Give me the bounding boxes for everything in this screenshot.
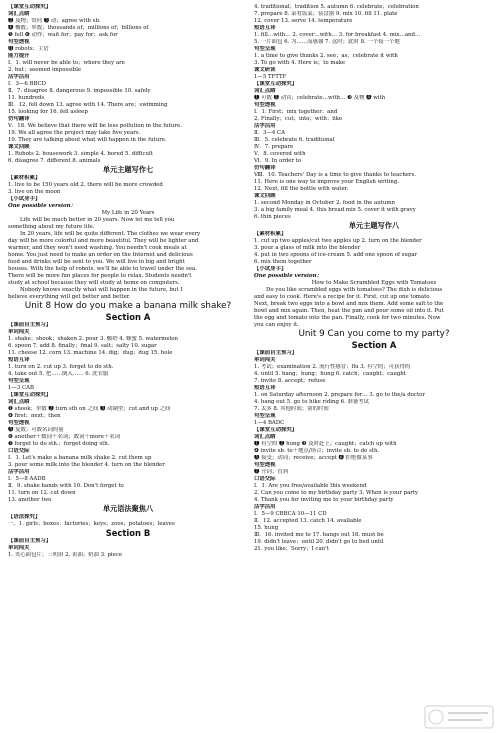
right-line: 活学活用 (254, 123, 276, 129)
right-line: bowl and mix again. Then, heat the pan and pour some oil into it. Put (254, 308, 444, 314)
left-line: 课文回顾 (8, 144, 30, 150)
right-line: 句型呈现 (254, 46, 276, 52)
right-line: 2. Can you come to my birthday party 3. When is your party (254, 490, 419, 496)
left-line: ❶ shook；单数 ❷ turn sth on 之间 ❸ 动副型；cut and up 之间 (8, 406, 171, 412)
right-line: 4. Thank you for inviting me to your birthday party (254, 497, 394, 503)
right-line: Ⅳ．7. prepare (254, 144, 294, 150)
left-line: 词汇点睛 (8, 11, 30, 17)
right-line: 句型呈现 (254, 413, 276, 419)
left-line: 19. We all agree the project may take five years. (8, 130, 141, 136)
left-line: 1. Robots 2. housework 3. simple 4. bored 5. difficult (8, 151, 153, 157)
left-line: 词汇点睛 (8, 399, 30, 405)
left-line: 【课堂互动探究】 (8, 392, 52, 398)
right-line: 4. put in two spoons of ice-cream 5. add one spoon of sugar (254, 252, 418, 258)
left-line: warmer, and they won't need washing. You needn't cook meals at (8, 245, 187, 251)
right-line: Ⅲ．5. celebrate 6. traditional (254, 137, 335, 143)
left-line: ❹ first；next；then (8, 413, 61, 419)
right-line: 6. thin pieces (254, 214, 291, 220)
left-line: 1—3 CAB (8, 385, 34, 391)
left-line: 6. spoon 7. add 8. finally；final 9. salt；salty 10. sugar (8, 343, 157, 349)
left-line: 单词闯关 (8, 545, 30, 551)
right-line: 活学活用 (254, 504, 276, 510)
left-line: Unit 8 How do you make a banana milk shake? (24, 301, 232, 311)
right-line: 5. 一片面包 6. 为……而感谢 7. 这时；此时 8. 一个接一个地 (254, 39, 400, 45)
right-line: 1—4 BADC (254, 420, 285, 426)
right-line: How to Make Scrambled Eggs with Tomatoes (311, 280, 437, 286)
left-line: 活学活用 (8, 469, 30, 475)
right-line: Ⅲ．16. invited me to 17. hangs out 18. must be (254, 532, 384, 538)
left-line: 【小试身手】 (8, 196, 41, 202)
right-line: ❼ 介词；直到 (254, 469, 289, 475)
left-line: 单元主题写作七 (102, 165, 154, 174)
right-line: 词汇点睛 (254, 88, 276, 94)
right-line: 口语交际 (254, 476, 276, 482)
right-line: 7. 太多 8. 其他时间；别的时间 (254, 406, 329, 412)
left-line: 4. take out 5. 把……倒入…… 6. 洗衣服 (8, 371, 109, 377)
left-line: 【课前自主预习】 (8, 538, 52, 544)
left-line: 1. live to be 150 years old 2. there will be more crowded (8, 182, 163, 188)
left-line: 3. live on the moon (8, 189, 61, 195)
left-line: 能力提升 (8, 53, 30, 59)
left-line: 【课前自主预习】 (8, 322, 52, 328)
right-line: 单元主题写作八 (348, 221, 400, 230)
left-line: 活学活用 (8, 74, 30, 80)
right-line: 单词闯关 (254, 357, 276, 363)
right-line: 21. you like；Sorry；I can't (254, 546, 329, 552)
right-line: 短语互译 (254, 385, 276, 391)
left-line: 【语法探究】 (8, 514, 41, 520)
left-line: Nobody knows exactly what will happen in the future, but I (20, 287, 183, 293)
left-line: 单元语法聚焦八 (102, 504, 154, 513)
right-line: 3. To go with 4. Here is；to make (254, 60, 346, 66)
right-line: 12. cover 13. serve 14. temperature (254, 18, 353, 24)
right-line: 【课堂互动探究】 (254, 81, 298, 87)
right-line: ❶ 有空的 ❷ hung ❸ 及时赶上；caught；catch up with (254, 441, 397, 447)
left-line: Ⅴ．18. We believe that there will be less pollution in the future. (8, 123, 182, 129)
left-line: ❼ forget to do sth.；forget doing sth. (8, 441, 110, 447)
right-line: 6. mix them together (254, 259, 312, 265)
left-line: 3. pour some milk into the blender 4. turn on the blender (8, 462, 165, 468)
right-line: 课文回顾 (254, 193, 276, 199)
left-line: 口语交际 (8, 448, 30, 454)
right-line: 4. until 5. hang；hung；hung 6. catch；caught；caught (254, 371, 406, 377)
left-line: Ⅰ．1. Let's make a banana milk shake 2. cut them up (8, 455, 152, 461)
left-line: In 20 years, life will be quite different. The clothes we wear every (20, 231, 201, 237)
right-line: 3. a big family meal 4. this bread mix 5. cover it with gravy (254, 207, 416, 213)
right-line: 1. a time to give thanks 2. see；as；celebrate it with (254, 53, 398, 59)
right-line: 1. second Monday in October 2. food in the autumn (254, 200, 395, 206)
left-line: 句型呈现 (8, 378, 30, 384)
left-line: One possible version： (8, 203, 76, 209)
right-line: 词汇点睛 (254, 434, 276, 440)
left-line: 13. another two (8, 497, 52, 503)
left-line: ❺ fell ❻ 动作；wait for；pay for；ask for (8, 32, 118, 38)
left-column (8, 4, 248, 559)
left-line: There will be more fun places for people to relax. Students needn't (8, 273, 192, 279)
right-line: Do you like scrambled eggs with tomatoes? The dish is delicious (266, 287, 443, 293)
left-line: home. You just need to make an order on the Internet and delicious (8, 252, 193, 258)
right-line: Ⅵ．9. In order to (254, 158, 302, 164)
right-line: Ⅰ．1. Are you free/available this weekend (254, 483, 367, 489)
right-line: 3. pour a glass of milk into the blender (254, 245, 361, 251)
right-line: Ⅱ．12. accepted 13. catch 14. available (254, 518, 362, 524)
left-line: 11. cheese 12. corn 13. machine 14. dig；dug；dug 15. hole (8, 350, 173, 356)
right-line: Next, break two eggs into a bowl and mix them. Add some salt to the (254, 301, 444, 307)
left-line: food and drinks will be sent to you. We will live in big and bright (8, 259, 185, 265)
right-line: 短语互译 (254, 25, 276, 31)
left-line: Life will be much better in 20 years. Now let me tell you (20, 217, 175, 223)
left-line: ❺ 复数；可数名词的量 (8, 427, 64, 433)
left-line: Section B (105, 528, 151, 538)
right-line: 1. 考试；examination 2. 流行性感冒；flu 3. 有空的；可获得的 (254, 364, 411, 370)
right-line: 4. traditional；tradition 5. autumn 6. celebrate；celebration (254, 4, 419, 10)
left-line: 1. shake；shook；shaken 2. pour 3. 酸奶 4. 蜂蜜 5. watermelon (8, 336, 179, 342)
left-line: ⓫ robots；主语 (8, 46, 49, 52)
left-line: Ⅰ．5—8 AADB (8, 476, 46, 482)
right-line: you can enjoy it. (254, 322, 299, 328)
left-line: Ⅰ．1. will never be able to；where they are (8, 60, 125, 66)
right-line: 2. Finally；cut；into；with；like (254, 116, 343, 122)
right-line: 【小试身手】 (254, 266, 287, 272)
right-line: 7. prepare 8. 菜肴饭菜；装盘器 9. mix 10. fill 11. plate (254, 11, 398, 17)
right-column (254, 4, 494, 553)
right-line: 【课堂互动探究】 (254, 427, 298, 433)
left-line: day will be more colorful and more beautiful. They will be lighter and (8, 238, 199, 244)
left-line: 11. hundreds (8, 95, 45, 101)
left-line: My Life in 20 Years (101, 210, 155, 216)
right-line: Ⅰ．5—9 CBBCA 10—11 CD (254, 511, 327, 517)
right-line: 11. Here is one way to improve your English writing. (254, 179, 400, 185)
right-line: 12. Next, fill the bottle with water. (254, 186, 349, 192)
right-line: Section A (351, 340, 397, 350)
right-line: 【课前自主预习】 (254, 350, 298, 356)
right-line: One possible version： (254, 273, 322, 279)
left-line: 句型透视 (8, 39, 30, 45)
left-line: 2. but；seemed impossible (8, 67, 82, 73)
left-line: 句型透视 (8, 420, 30, 426)
right-line: 1. cut up two apples/cut two apples up 2. turn on the blender (254, 238, 422, 244)
right-line: ❺ 接受；动词；receive；accept ❻ 拒绝做某事 (254, 455, 373, 461)
right-line: 仿句翻译 (254, 165, 276, 171)
left-line: Section A (105, 312, 151, 322)
watermark-stamp (424, 705, 494, 729)
right-line: 1—5 TFTTF (254, 74, 287, 80)
right-line: Ⅱ．3—4 CA (254, 130, 286, 136)
right-line: Ⅷ．10. Teachers' Day is a time to give thanks to teachers. (254, 172, 417, 178)
right-line: Unit 9 Can you come to my party? (298, 329, 450, 339)
left-line: study at school because they will study at home on computers. (8, 280, 180, 286)
right-line: the egg and tomato into the pan. Finally, cook for two minutes. Now (254, 315, 441, 321)
right-line: ❶ 可数 ❷ 动宾；celebrate…with… ❸ 及物 ❹ with (254, 95, 386, 101)
left-line: ❷ 及物；赞同 ❸ 动；agree with sb. (8, 18, 101, 24)
right-line: and easy to cook. Here's a recipe for it. First, cut up one tomato. (254, 294, 432, 300)
left-line: 1. turn on 2. cut up 3. forget to do sth. (8, 364, 114, 370)
left-line: 短语互译 (8, 357, 30, 363)
left-line: 15. looking for 16. fell asleep (8, 109, 88, 115)
right-line: 句型透视 (254, 462, 276, 468)
left-line: believe everything will get better and better. (8, 294, 131, 300)
right-line: 1. fill…with… 2. cover…with… 3. for breakfast 4. mix…and… (254, 32, 421, 38)
left-line: houses. With the help of robots, we'll be able to travel under the sea. (8, 266, 197, 272)
left-line: ❻ another＋数词＋名词；数词＋more＋名词 (8, 434, 121, 440)
right-line: 课文研读 (254, 67, 276, 73)
right-line: 句型透视 (254, 102, 276, 108)
left-line: 单词闯关 (8, 329, 30, 335)
right-line: 4. hang out 5. go to hike riding 6. 准备考试 (254, 399, 370, 405)
left-line: 6. disagree 7. different 8. animals (8, 158, 101, 164)
right-line: Ⅰ．1. First；mix together；and (254, 109, 338, 115)
left-line: 1. 夹心面包片；三明治 2. 黄油；奶油 3. piece (8, 552, 123, 558)
left-line: 仿句翻译 (8, 116, 30, 122)
left-line: ❹ 概数；单数；thousands of；millions of；billions of (8, 25, 149, 31)
left-line: 【课堂互动探究】 (8, 4, 52, 10)
left-line: Ⅲ．12. fell down 13. agree with 14. There are；swimming (8, 102, 168, 108)
right-line: 7. invite 8. accept；refuse (254, 378, 326, 384)
right-line: 19. didn't leave；until 20. didn't go to bed until (254, 539, 384, 545)
left-line: 【素材积累】 (8, 175, 41, 181)
left-line: Ⅰ．3—6 BBCD (8, 81, 46, 87)
right-line: Ⅴ．8. covered with (254, 151, 306, 157)
right-line: 【素材积累】 (254, 231, 287, 237)
right-line: ❹ invite sb. to＋地点/场合；invite sb. to do sth. (254, 448, 380, 454)
left-line: something about my future life. (8, 224, 95, 230)
left-line: 一、1. girls；boxes；factories；keys；zoos；potatoes；leaves (8, 521, 175, 527)
left-line: Ⅱ．9. shake hands with 10. Don't forget to (8, 483, 124, 489)
left-line: 11. turn on 12. cut down (8, 490, 76, 496)
left-line: 19. They are talking about what will happen in the future. (8, 137, 167, 143)
right-line: 15. hung (254, 525, 279, 531)
left-line: Ⅱ．7. disagree 8. dangerous 9. impossible 10. safely (8, 88, 151, 94)
right-line: 1. on Saturday afternoon 2. prepare for… 3. go to the/a doctor (254, 392, 425, 398)
